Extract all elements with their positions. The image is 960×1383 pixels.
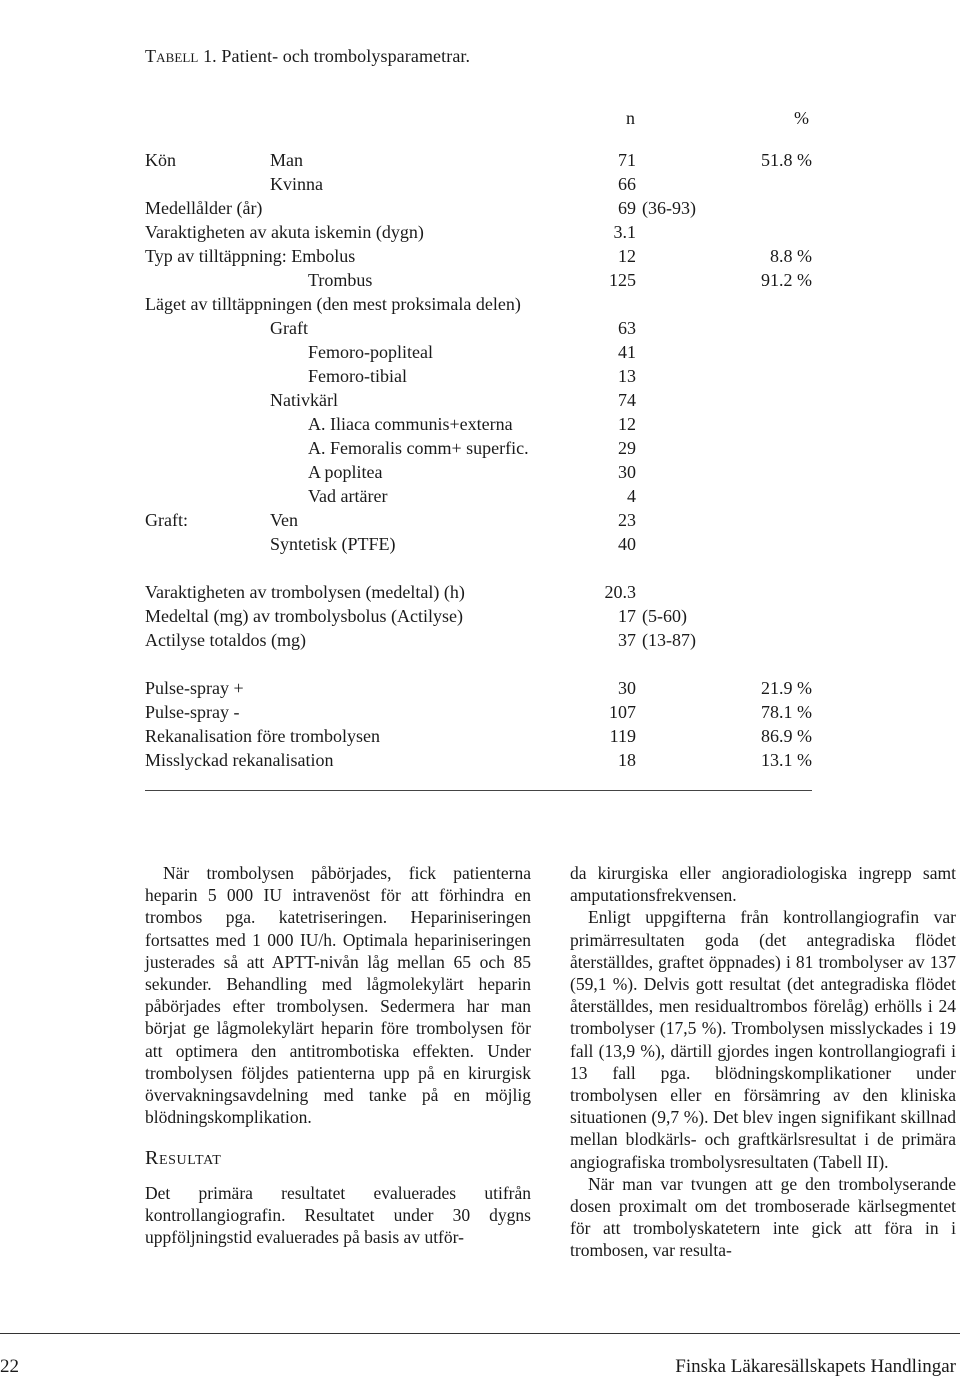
cell-percent: 78.1 %: [761, 702, 812, 722]
table-row: [0, 150, 960, 174]
cell-range: (13-87): [642, 630, 696, 650]
left-column: [145, 862, 531, 1248]
table-row: [0, 606, 960, 630]
row-label: Actilyse totaldos (mg): [145, 630, 306, 650]
table-row: [0, 750, 960, 774]
cell-n: 125: [609, 270, 636, 290]
row-label: Pulse-spray -: [145, 702, 240, 722]
table-row: [0, 414, 960, 438]
row-label: Rekanalisation före trombolysen: [145, 726, 380, 746]
cell-n: 69: [618, 198, 636, 218]
table-caption: [145, 46, 470, 67]
row-label: A. Femoralis comm+ superfic.: [308, 438, 529, 458]
row-label: Vad artärer: [308, 486, 388, 506]
cell-n: 18: [618, 750, 636, 770]
page-number: 22: [0, 1356, 19, 1377]
cell-n: 20.3: [604, 582, 636, 602]
cell-range: (5-60): [642, 606, 687, 626]
table-row: [0, 702, 960, 726]
cell-n: 12: [618, 246, 636, 266]
journal-name: Finska Läkaresällskapets Handlingar: [675, 1356, 956, 1377]
row-label: A. Iliaca communis+externa: [308, 414, 513, 434]
paragraph: Det primära resultatet evaluerades utifrån kontrollangiografin. Resultatet under 30 dygns uppföljningstid evaluerades på basis av utför-: [145, 1182, 531, 1248]
table-row: [0, 462, 960, 486]
column-header-n: n: [626, 108, 635, 128]
row-label: Medellålder (år): [145, 198, 263, 218]
cell-n: 74: [618, 390, 636, 410]
table-row: [0, 390, 960, 414]
cell-percent: 51.8 %: [761, 150, 812, 170]
cell-percent: 86.9 %: [761, 726, 812, 746]
right-column: [570, 862, 956, 1262]
paragraph: När man var tvungen att ge den trombolyserande dosen proximalt om det tromboserade kärlsegmentet för att trombolyskatetern inte gick att föra in i trombosen, var resulta-: [570, 1173, 956, 1261]
row-label: Femoro-tibial: [308, 366, 407, 386]
row-label: Graft:: [145, 510, 188, 530]
row-label: Kön: [145, 150, 176, 170]
table-row: [0, 270, 960, 294]
table-bottom-rule: [145, 790, 812, 791]
section-heading: Resultat: [145, 1147, 222, 1170]
column-header-percent: %: [794, 108, 809, 128]
row-label: Trombus: [308, 270, 373, 290]
row-label: Ven: [270, 510, 298, 530]
paragraph: När trombolysen påbörjades, fick patienterna heparin 5 000 IU intravenöst för att förhindra en trombos pga. katetriseringen. Hepariniseringen fortsattes med 1 000 IU/h. Optimala hepariniseringen justerades så att APTT-nivån låg mellan 65 och 85 sekunder. Behandling med lågmolekylärt heparin påbörjades efter trombolysen. Sedermera har man börjat ge lågmolekylärt heparin före trombolysen för att optimera den antitrombotiska effekten. Under trombolysen följdes patienterna upp på en kirurgisk övervakningsavdelning med tanke på en möjlig blödningskomplikation.: [145, 863, 531, 1128]
table-row: [0, 366, 960, 390]
table-row: [0, 246, 960, 270]
cell-n: 41: [618, 342, 636, 362]
row-label: Syntetisk (PTFE): [270, 534, 396, 554]
row-label: Misslyckad rekanalisation: [145, 750, 334, 770]
cell-n: 3.1: [613, 222, 636, 242]
table-row: [0, 678, 960, 702]
row-label: Läget av tilltäppningen (den mest proksimala delen): [145, 294, 521, 314]
cell-percent: 13.1 %: [761, 750, 812, 770]
table-row: [0, 630, 960, 654]
footer-rule: [0, 1333, 960, 1334]
table-row: [0, 438, 960, 462]
row-label: Man: [270, 150, 303, 170]
table-row: [0, 726, 960, 750]
row-label: Kvinna: [270, 174, 323, 194]
cell-percent: 91.2 %: [761, 270, 812, 290]
cell-n: 12: [618, 414, 636, 434]
paragraph: Enligt uppgifterna från kontrollangiografin var primärresultaten goda (det antegradiska flödet återställdes, graftet öppnades) i 81 trombolyser av 137 (59,1 %). Delvis gott resultat (det antegradiska flödet återställdes, men residualtrombos förelåg) erhölls i 24 trombolyser (17,5 %). Trombolysen misslyckades i 19 fall (13,9 %), därtill gjordes ingen kontrollangiografi i 13 fall pga. blödningskomplikationer under trombolysen eller en försämring av den kliniska situationen (9,7 %). Det blev ingen signifikant skillnad mellan blodkärls- och graftkärlsresultat i de primära angiografiska trombolysresultaten (Tabell II).: [570, 907, 956, 1172]
row-label: Femoro-popliteal: [308, 342, 433, 362]
table-row: [0, 486, 960, 510]
row-label: Nativkärl: [270, 390, 338, 410]
table-row: [0, 174, 960, 198]
cell-n: 29: [618, 438, 636, 458]
table-row: [0, 294, 960, 318]
cell-n: 23: [618, 510, 636, 530]
cell-n: 13: [618, 366, 636, 386]
table-row: [0, 222, 960, 246]
table-row: [0, 510, 960, 534]
cell-n: 30: [618, 678, 636, 698]
cell-n: 17: [618, 606, 636, 626]
row-label: Graft: [270, 318, 308, 338]
row-label: Typ av tilltäppning: Embolus: [145, 246, 356, 266]
cell-n: 71: [618, 150, 636, 170]
table-row: [0, 534, 960, 558]
cell-n: 107: [609, 702, 636, 722]
cell-percent: 8.8 %: [770, 246, 812, 266]
row-label: Varaktigheten av trombolysen (medeltal) (h): [145, 582, 465, 602]
row-label: Pulse-spray +: [145, 678, 244, 698]
table-label: Tabell 1.: [145, 46, 217, 66]
row-label: Medeltal (mg) av trombolysbolus (Actilyse): [145, 606, 463, 626]
cell-n: 119: [609, 726, 636, 746]
cell-n: 66: [618, 174, 636, 194]
table-row: [0, 582, 960, 606]
row-label: A poplitea: [308, 462, 383, 482]
row-label: Varaktigheten av akuta iskemin (dygn): [145, 222, 424, 242]
cell-n: 63: [618, 318, 636, 338]
table-row: [0, 342, 960, 366]
cell-n: 4: [627, 486, 636, 506]
table-row: [0, 198, 960, 222]
cell-n: 30: [618, 462, 636, 482]
cell-n: 40: [618, 534, 636, 554]
cell-n: 37: [618, 630, 636, 650]
table-title: Patient- och trombolysparametrar.: [221, 46, 471, 66]
table-row: [0, 318, 960, 342]
cell-percent: 21.9 %: [761, 678, 812, 698]
paragraph: da kirurgiska eller angioradiologiska ingrepp samt amputationsfrekvensen.: [570, 863, 956, 906]
cell-range: (36-93): [642, 198, 696, 218]
